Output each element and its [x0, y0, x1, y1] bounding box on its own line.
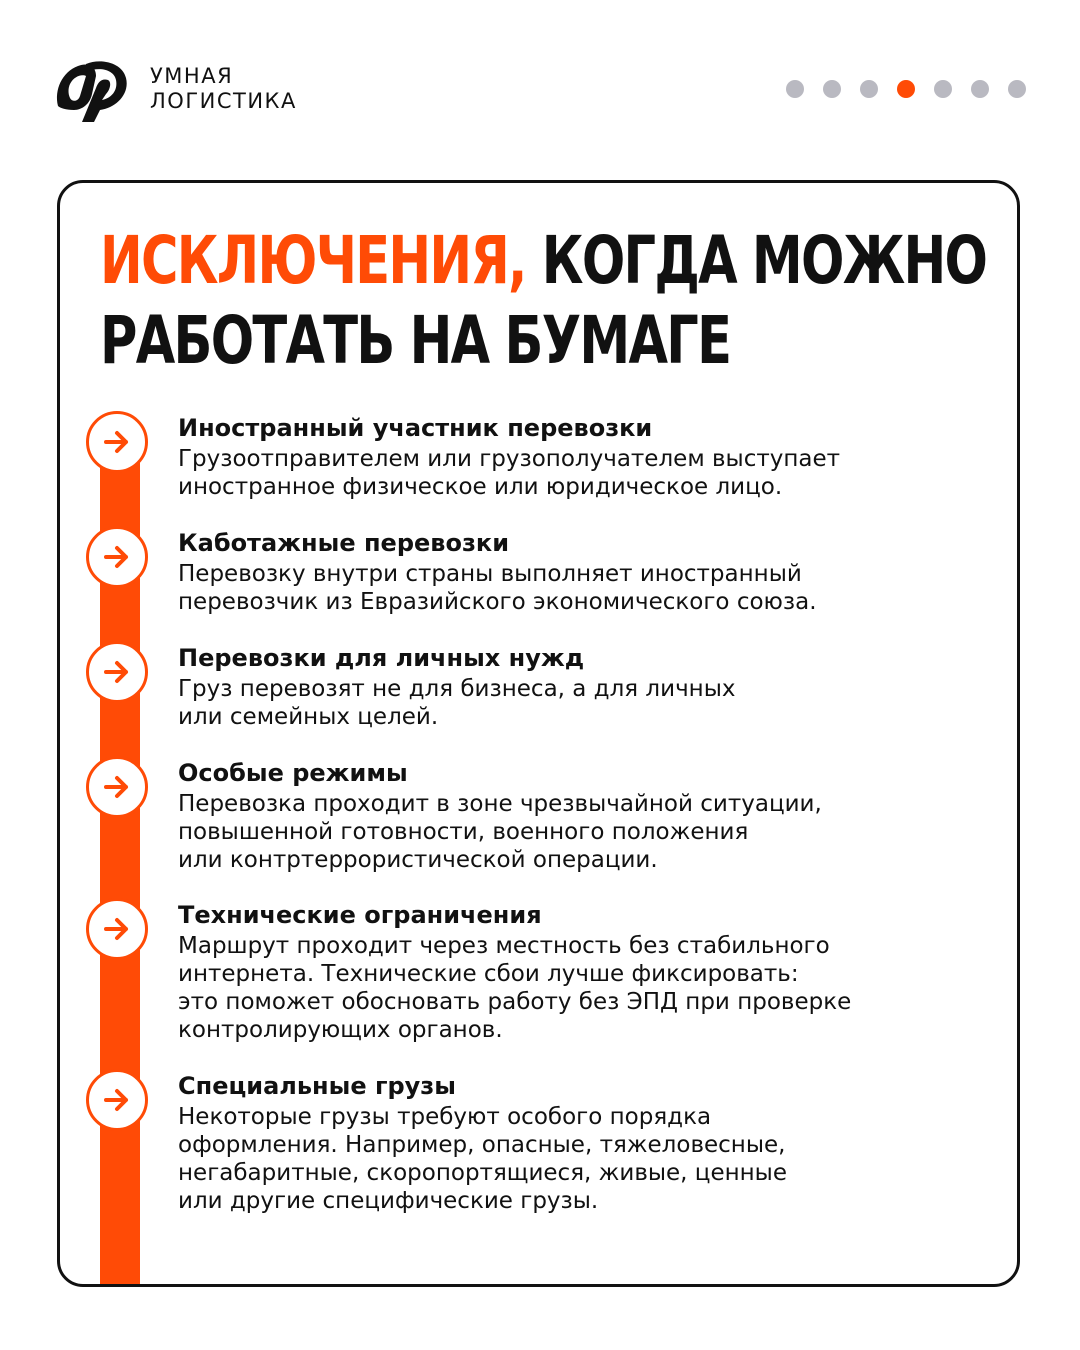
arrow-badge: [86, 1069, 148, 1131]
brand-name-line1: УМНАЯ: [150, 64, 234, 88]
description-line: или другие специфические грузы.: [178, 1188, 599, 1214]
header: [0, 0, 1080, 180]
arrow-right-icon: [101, 1084, 133, 1116]
list-item-description: [178, 790, 998, 874]
arrow-right-icon: [101, 913, 133, 945]
description-line: Грузоотправителем или грузополучателем выступает: [178, 446, 841, 472]
description-line: или семейных целей.: [178, 704, 439, 730]
list-item: [178, 758, 998, 874]
description-line: оформления. Например, опасные, тяжеловесные,: [178, 1132, 786, 1158]
pagination-dot[interactable]: [860, 80, 878, 98]
arrow-badge: [86, 756, 148, 818]
description-line: Некоторые грузы требуют особого порядка: [178, 1104, 712, 1130]
list-item: [178, 643, 998, 731]
description-line: негабаритные, скоропортящиеся, живые, ценные: [178, 1160, 787, 1186]
description-line: интернета. Технические сбои лучше фиксировать:: [178, 961, 799, 987]
list-item: [178, 413, 998, 501]
pagination-dots: [786, 80, 1026, 98]
description-line: Груз перевозят не для бизнеса, а для личных: [178, 676, 736, 702]
list-item: [178, 1071, 998, 1215]
list-item-title: Технические ограничения: [178, 901, 542, 929]
list-item-title: Особые режимы: [178, 759, 408, 787]
brand-name: [150, 64, 297, 114]
list-item-description: [178, 1103, 998, 1215]
description-line: или контртеррористической операции.: [178, 847, 658, 873]
list-item: [178, 528, 998, 616]
arrow-right-icon: [101, 541, 133, 573]
description-line: контролирующих органов.: [178, 1017, 503, 1043]
card-title-rest: КОГДА МОЖНО: [541, 222, 987, 299]
list-item: [178, 900, 998, 1044]
brand-logo-icon: [52, 54, 132, 126]
description-line: повышенной готовности, военного положения: [178, 819, 749, 845]
card-title-line1: [100, 221, 986, 301]
list-item-title: Специальные грузы: [178, 1072, 456, 1100]
list-item-title: Иностранный участник перевозки: [178, 414, 653, 442]
list-item-description: [178, 932, 998, 1044]
description-line: Маршрут проходит через местность без стабильного: [178, 933, 830, 959]
pagination-dot[interactable]: [1008, 80, 1026, 98]
brand-name-line2: ЛОГИСТИКА: [150, 89, 297, 113]
arrow-badge: [86, 526, 148, 588]
pagination-dot-active[interactable]: [897, 80, 915, 98]
arrow-right-icon: [101, 656, 133, 688]
pagination-dot[interactable]: [823, 80, 841, 98]
description-line: Перевозка проходит в зоне чрезвычайной ситуации,: [178, 791, 822, 817]
description-line: Перевозку внутри страны выполняет иностранный: [178, 561, 802, 587]
info-card: [57, 180, 1020, 1287]
description-line: это поможет обосновать работу без ЭПД при проверке: [178, 989, 852, 1015]
arrow-badge: [86, 898, 148, 960]
card-title-accent: ИСКЛЮЧЕНИЯ,: [100, 222, 526, 299]
list-item-description: [178, 560, 998, 616]
arrow-right-icon: [101, 771, 133, 803]
arrow-right-icon: [101, 426, 133, 458]
description-line: перевозчик из Евразийского экономического союза.: [178, 589, 817, 615]
arrow-badge: [86, 411, 148, 473]
list-item-title: Каботажные перевозки: [178, 529, 510, 557]
list-item-description: [178, 445, 998, 501]
card-title: [100, 221, 986, 381]
pagination-dot[interactable]: [934, 80, 952, 98]
pagination-dot[interactable]: [786, 80, 804, 98]
arrow-badge: [86, 641, 148, 703]
list-item-title: Перевозки для личных нужд: [178, 644, 585, 672]
card-title-line2: РАБОТАТЬ НА БУМАГЕ: [100, 302, 731, 379]
description-line: иностранное физическое или юридическое лицо.: [178, 474, 783, 500]
list-item-description: [178, 675, 998, 731]
pagination-dot[interactable]: [971, 80, 989, 98]
